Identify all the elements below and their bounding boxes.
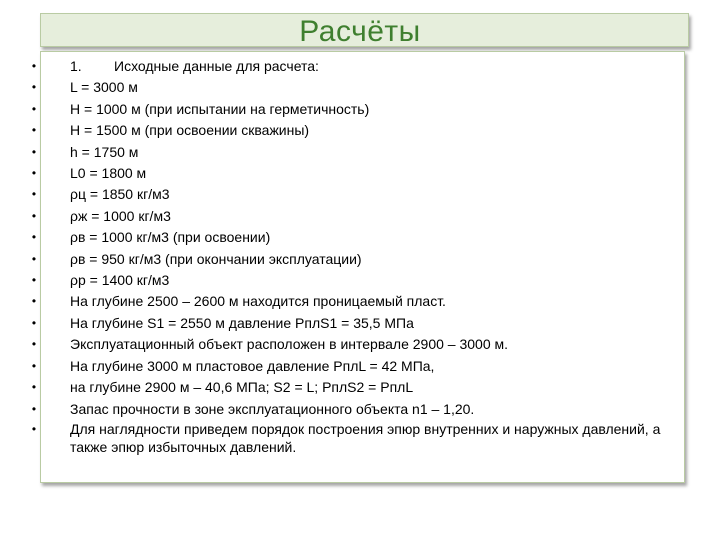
- bullet-icon: •: [31, 421, 37, 436]
- list-item: [0, 334, 700, 355]
- list-item: [0, 163, 700, 184]
- bullet-icon: •: [31, 337, 37, 352]
- list-item: [0, 249, 700, 270]
- list-item: [0, 184, 700, 205]
- list-item: [0, 420, 680, 456]
- item-text: Эксплуатационный объект расположен в интервале 2900 – 3000 м.: [70, 336, 509, 353]
- item-text: ρр = 1400 кг/м3: [70, 272, 170, 289]
- list-item: [0, 399, 700, 420]
- item-text: Исходные данные для расчета:: [114, 58, 319, 74]
- bullet-icon: •: [31, 358, 37, 373]
- list-item: [0, 270, 700, 291]
- slide-title: Расчёты: [299, 15, 421, 48]
- item-text: на глубине 2900 м – 40,6 МПа; S2 = L; РплS2 = РплL: [70, 379, 414, 396]
- list-item: [0, 99, 700, 120]
- bullet-icon: •: [31, 230, 37, 245]
- bullet-icon: •: [31, 80, 37, 95]
- item-text: ρж = 1000 кг/м3: [70, 207, 171, 224]
- bullet-icon: •: [31, 166, 37, 181]
- item-number: 1.: [70, 58, 82, 74]
- item-text: L = 3000 м: [70, 79, 138, 96]
- item-text: L0 = 1800 м: [70, 165, 147, 182]
- bullet-icon: •: [31, 123, 37, 138]
- bullet-icon: •: [31, 59, 37, 73]
- bullet-icon: •: [31, 101, 37, 116]
- list-item: [0, 377, 700, 398]
- item-text: Запас прочности в зоне эксплуатационного объекта n1 – 1,20.: [70, 400, 475, 417]
- item-text: Н = 1500 м (при освоении скважины): [70, 122, 310, 139]
- list-item: [0, 206, 700, 227]
- list-item: [0, 77, 700, 98]
- item-text: ρв = 1000 кг/м3 (при освоении): [70, 229, 271, 246]
- list-item: [0, 56, 700, 77]
- bullet-list: [0, 56, 700, 456]
- item-text: h = 1750 м: [70, 143, 139, 160]
- bullet-icon: •: [31, 273, 37, 288]
- list-item: [0, 291, 700, 312]
- item-text: ρц = 1850 кг/м3: [70, 186, 170, 203]
- item-text: На глубине 3000 м пластовое давление РплL = 42 МПа,: [70, 357, 435, 374]
- list-item: [0, 356, 700, 377]
- bullet-icon: •: [31, 315, 37, 330]
- item-text: На глубине 2500 – 2600 м находится проницаемый пласт.: [70, 293, 446, 310]
- list-item: [0, 120, 700, 141]
- list-item: [0, 313, 700, 334]
- item-text: ρв = 950 кг/м3 (при окончании эксплуатации): [70, 250, 362, 267]
- item-text: На глубине S1 = 2550 м давление РплS1 = 35,5 МПа: [70, 314, 414, 331]
- bullet-icon: •: [31, 294, 37, 309]
- bullet-icon: •: [31, 187, 37, 202]
- list-item: [0, 142, 700, 163]
- item-text: Н = 1000 м (при испытании на герметичность): [70, 100, 370, 117]
- bullet-icon: •: [31, 251, 37, 266]
- bullet-icon: •: [31, 401, 37, 416]
- bullet-icon: •: [31, 208, 37, 223]
- list-item: [0, 227, 700, 248]
- bullet-icon: •: [31, 144, 37, 159]
- item-text: Для наглядности приведем порядок построения эпюр внутренних и наружных давлений, а также эпюр избыточных давлений.: [70, 420, 661, 455]
- bullet-icon: •: [31, 380, 37, 395]
